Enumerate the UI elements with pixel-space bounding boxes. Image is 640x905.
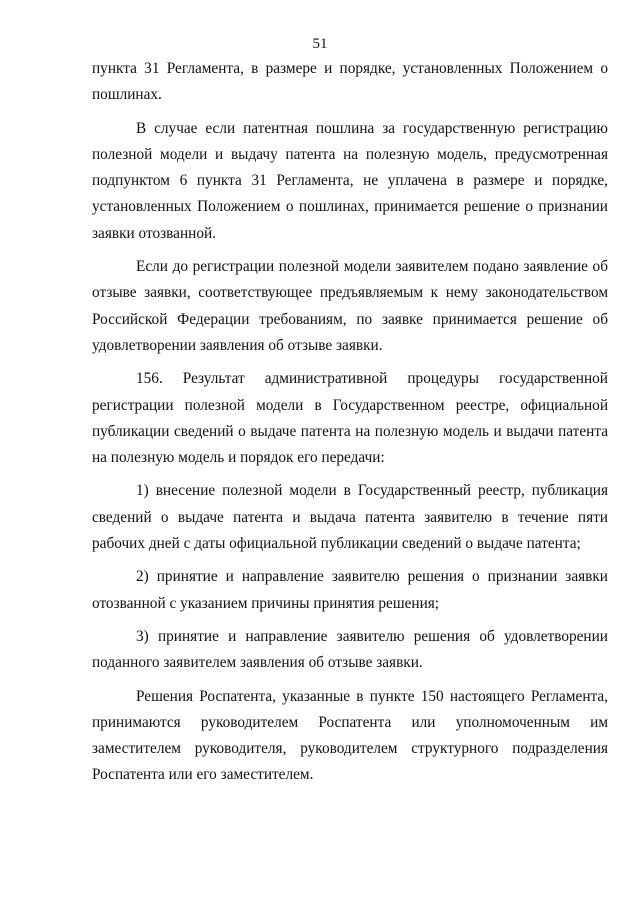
list-item-2: 2) принятие и направление заявителю решения о признании заявки отозванной с указанием причины принятия решения;	[92, 568, 608, 612]
list-item-1: 1) внесение полезной модели в Государственный реестр, публикация сведений о выдаче патента и выдача патента заявителю в течение пяти рабочих дней с даты официальной публикации сведений о выдаче патента;	[92, 482, 608, 553]
paragraph-item-156: 156. Результат административной процедуры государственной регистрации полезной модели в Государственном реестре, официальной публикации сведений о выдаче патента на полезную модель и выдачи патента на полезную модель и порядок его передачи:	[92, 370, 608, 467]
document-body	[92, 56, 608, 789]
paragraph-decisions: Решения Роспатента, указанные в пункте 150 настоящего Регламента, принимаются руководителем Роспатента или уполномоченным им заместителем руководителя, руководителем структурного подразделения Роспатента или его заместителем.	[92, 687, 608, 784]
paragraph-continuation: пункта 31 Регламента, в размере и порядке, установленных Положением о пошлинах.	[92, 60, 608, 104]
page-number: 51	[312, 36, 328, 52]
paragraph-withdrawal: Если до регистрации полезной модели заявителем подано заявление об отзыве заявки, соответствующее предъявляемым к нему законодательством Российской Федерации требованиям, по заявке принимается решение об удовлетворении заявления об отзыве заявки.	[92, 258, 608, 354]
list-item-3: 3) принятие и направление заявителю решения об удовлетворении поданного заявителем заявления об отзыве заявки.	[92, 627, 608, 672]
paragraph-fee-unpaid: В случае если патентная пошлина за государственную регистрацию полезной модели и выдачу патента на полезную модель, предусмотренная подпунктом 6 пункта 31 Регламента, не уплачена в размере и порядке, установленных Положением о пошлинах, принимается решение о признании заявки отозванной.	[92, 119, 608, 242]
